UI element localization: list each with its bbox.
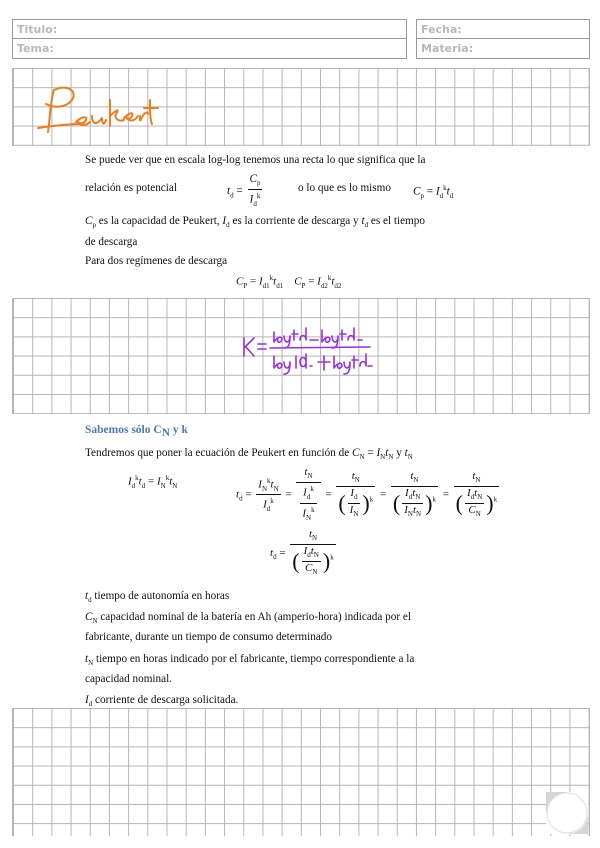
p1a: Se puede ver que en escala log-log tenemos una recta lo que significa que la [85, 154, 426, 166]
def-tn-text: tiempo en horas indicado por el fabricante, tiempo correspondiente a la [95, 653, 415, 665]
formula-chain: $t_d$ = $\frac{I_N^kt_N}{I_d^k}$ = $\frac{t_N}{\frac{I_d^k}{I_N^k}}$ = $t_N$ ( $\frac{I_d}{I_N}$ )$^k$ = $t_N$ ( $\frac{I_dt_N}{I_Nt_N}$ )$^k$ = $t_N$ ( $\frac{I_dt_N}{C_N}$ )$^k$ [236, 466, 498, 522]
p2: es la capacidad de Peukert, [98, 215, 220, 227]
p3: Para dos regímenes de descarga [85, 255, 228, 267]
intro-y: y [396, 447, 402, 459]
p1b: relación es potencial [85, 182, 177, 194]
def-td-text: tiempo de autonomía en horas [94, 590, 230, 602]
handwritten-k-formula [238, 326, 378, 376]
header-left-box [12, 19, 407, 59]
section2-title-tail: y k [170, 424, 188, 436]
materia-label: Materia: [421, 42, 474, 55]
formula-equality: $I_d^kt_d = I_N^kt_N$ [128, 474, 178, 490]
tema-label: Tema: [17, 42, 54, 55]
titulo-label: Titulo: [13, 20, 406, 39]
def-tn-2 [85, 671, 516, 687]
paragraph-descarga [85, 234, 516, 250]
def-cn: $C_N$ capacidad nominal de la batería en Ah (amperio-hora) indicada por el [85, 611, 411, 626]
grid-bottom [12, 708, 590, 836]
def-tn: $t_N$ tiempo en horas indicado por el fabricante, tiempo correspondiente a la [85, 653, 415, 668]
def-cn-2 [85, 629, 516, 645]
def-tn2-text: capacidad nominal. [85, 673, 172, 685]
formula-final: $t_d$ = $t_N$ ( $\frac{I_dt_N}{C_N}$ )$^k$ [270, 528, 334, 577]
section2-title-sub: N [161, 427, 170, 440]
header-right-box [416, 19, 590, 59]
formula-cp: $C_p = I_d^kt_d$ [413, 184, 454, 200]
p2d: de descarga [85, 236, 138, 248]
paragraph-tendremos: Tendremos que poner la ecuación de Peukert en función de $C_N = I_Nt_N$ y $t_N$ [85, 447, 413, 462]
paragraph-intro [85, 152, 516, 168]
p2b: es la corriente de descarga y [232, 215, 359, 227]
p2c: es el tiempo [370, 215, 425, 227]
def-cn2-text: fabricante, durante un tiempo de consumo determinado [85, 631, 332, 643]
paragraph-cp-def: $C_p$ es la capacidad de Peukert, $I_d$ es la corriente de descarga y $t_d$ es el tiempo [85, 215, 425, 230]
section-title-cn-k [85, 422, 516, 441]
corner-decoration-icon [546, 792, 588, 834]
intro: Tendremos que poner la ecuación de Peukert en función de [85, 447, 350, 459]
def-id-text: corriente de descarga solicitada. [95, 694, 239, 706]
p1c: o lo que es lo mismo [298, 182, 391, 194]
def-id: $I_d$ corriente de descarga solicitada. [85, 694, 239, 709]
def-td: $t_d$ tiempo de autonomía en horas [85, 590, 230, 605]
peukert-handwritten-title [32, 80, 162, 140]
formula-td: $t_d$ = $\frac{C_p}{I_d^k}$ [227, 173, 261, 209]
def-cn-text: capacidad nominal de la batería en Ah (amperio-hora) indicada por el [100, 611, 411, 623]
formula-two-regimes: $C_P = I_{d1}^kt_{d1}$ $C_P = I_{d2}^kt_{d2}$ [236, 274, 342, 290]
section2-title: Sabemos sólo C [85, 424, 162, 436]
fecha-label: Fecha: [417, 20, 589, 39]
paragraph-regimenes [85, 253, 516, 269]
paragraph-relation [85, 173, 516, 209]
